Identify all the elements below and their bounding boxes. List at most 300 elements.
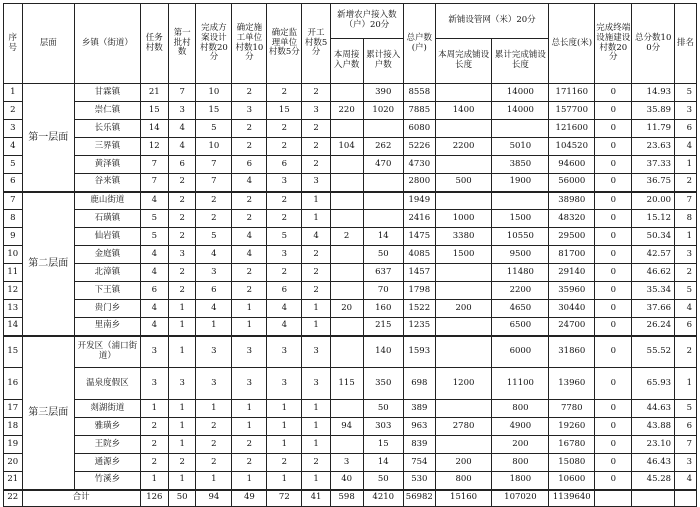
cell-construction-unit: 2	[232, 138, 267, 156]
cell-total-households: 4730	[403, 156, 435, 174]
total-total-households: 56982	[403, 490, 435, 507]
cell-total-households: 963	[403, 418, 435, 436]
header-started: 开工村数5分	[302, 4, 330, 84]
cell-tasks: 1	[140, 472, 168, 490]
cell-total-score: 65.93	[632, 368, 675, 400]
table-body	[4, 84, 697, 507]
cell-pipe-cumulative: 200	[492, 436, 549, 454]
cell-total-households: 1475	[403, 228, 435, 246]
cell-pipe-week	[435, 436, 492, 454]
cell-rank: 6	[675, 120, 697, 138]
row-seq: 4	[4, 138, 23, 156]
cell-pipe-cumulative: 800	[492, 400, 549, 418]
cell-pipe-cumulative: 1900	[492, 174, 549, 192]
row-town: 贵门乡	[75, 300, 141, 318]
cell-construction-unit: 1	[232, 472, 267, 490]
total-label: 合计	[22, 490, 140, 507]
cell-plan: 2	[196, 454, 232, 472]
table-row	[4, 300, 697, 318]
cell-new-week	[330, 264, 363, 282]
row-seq: 13	[4, 300, 23, 318]
total-rank	[675, 490, 697, 507]
cell-construction-unit: 1	[232, 400, 267, 418]
cell-terminal: 0	[595, 210, 632, 228]
cell-pipe-week	[435, 84, 492, 102]
cell-terminal: 0	[595, 400, 632, 418]
cell-plan: 5	[196, 120, 232, 138]
cell-new-week	[330, 336, 363, 368]
cell-first-batch: 2	[169, 210, 196, 228]
cell-tasks: 3	[140, 336, 168, 368]
cell-rank: 7	[675, 192, 697, 210]
cell-total-length: 7780	[549, 400, 595, 418]
cell-plan: 10	[196, 138, 232, 156]
cell-terminal: 0	[595, 300, 632, 318]
cell-terminal: 0	[595, 84, 632, 102]
cell-terminal: 0	[595, 102, 632, 120]
cell-plan: 2	[196, 418, 232, 436]
cell-pipe-cumulative: 1500	[492, 210, 549, 228]
table-row	[4, 102, 697, 120]
cell-new-cumulative: 50	[363, 246, 403, 264]
cell-pipe-week	[435, 192, 492, 210]
cell-construction-unit: 4	[232, 228, 267, 246]
cell-new-cumulative: 262	[363, 138, 403, 156]
total-total-length: 1139640	[549, 490, 595, 507]
cell-rank: 4	[675, 138, 697, 156]
cell-pipe-cumulative: 1800	[492, 472, 549, 490]
cell-new-week	[330, 318, 363, 336]
cell-rank: 1	[675, 156, 697, 174]
cell-pipe-week	[435, 282, 492, 300]
row-town: 北漳镇	[75, 264, 141, 282]
cell-new-week: 220	[330, 102, 363, 120]
cell-rank: 3	[675, 454, 697, 472]
row-seq: 18	[4, 418, 23, 436]
cell-first-batch: 2	[169, 454, 196, 472]
total-new-week: 598	[330, 490, 363, 507]
cell-started: 1	[302, 210, 330, 228]
cell-rank: 2	[675, 264, 697, 282]
cell-supervision-unit: 1	[267, 418, 302, 436]
cell-new-week	[330, 174, 363, 192]
cell-supervision-unit: 3	[267, 368, 302, 400]
cell-total-households: 8558	[403, 84, 435, 102]
cell-terminal: 0	[595, 138, 632, 156]
cell-new-cumulative: 14	[363, 454, 403, 472]
cell-started: 1	[302, 318, 330, 336]
cell-pipe-week: 1500	[435, 246, 492, 264]
cell-total-households: 2800	[403, 174, 435, 192]
cell-new-week	[330, 192, 363, 210]
cell-tasks: 21	[140, 84, 168, 102]
total-started: 41	[302, 490, 330, 507]
cell-rank: 4	[675, 300, 697, 318]
cell-construction-unit: 2	[232, 192, 267, 210]
row-town: 下王镇	[75, 282, 141, 300]
cell-total-length: 94600	[549, 156, 595, 174]
cell-total-households: 1593	[403, 336, 435, 368]
cell-total-score: 35.89	[632, 102, 675, 120]
cell-first-batch: 1	[169, 418, 196, 436]
cell-total-score: 23.63	[632, 138, 675, 156]
cell-plan: 7	[196, 174, 232, 192]
cell-pipe-cumulative: 4900	[492, 418, 549, 436]
cell-started: 1	[302, 192, 330, 210]
cell-plan: 1	[196, 318, 232, 336]
cell-tasks: 15	[140, 102, 168, 120]
cell-new-week: 94	[330, 418, 363, 436]
header-new-week: 本周接入户数	[330, 39, 363, 84]
cell-pipe-week: 1400	[435, 102, 492, 120]
cell-tasks: 3	[140, 368, 168, 400]
cell-new-week: 3	[330, 454, 363, 472]
table-row	[4, 400, 697, 418]
row-seq: 6	[4, 174, 23, 192]
cell-first-batch: 1	[169, 300, 196, 318]
cell-pipe-cumulative: 3850	[492, 156, 549, 174]
cell-started: 2	[302, 156, 330, 174]
cell-total-length: 35960	[549, 282, 595, 300]
cell-pipe-week	[435, 156, 492, 174]
cell-new-week	[330, 210, 363, 228]
cell-construction-unit: 2	[232, 282, 267, 300]
cell-new-week	[330, 156, 363, 174]
cell-new-cumulative: 15	[363, 436, 403, 454]
cell-pipe-cumulative: 14000	[492, 84, 549, 102]
row-town: 金庭镇	[75, 246, 141, 264]
row-town: 谷来镇	[75, 174, 141, 192]
cell-supervision-unit: 15	[267, 102, 302, 120]
cell-terminal: 0	[595, 472, 632, 490]
cell-tasks: 2	[140, 436, 168, 454]
cell-total-households: 389	[403, 400, 435, 418]
cell-terminal: 0	[595, 264, 632, 282]
cell-total-score: 20.00	[632, 192, 675, 210]
cell-total-length: 29140	[549, 264, 595, 282]
header-layer: 层面	[22, 4, 74, 84]
header-total-length: 总长度(米)	[549, 4, 595, 84]
cell-new-week	[330, 436, 363, 454]
cell-first-batch: 3	[169, 246, 196, 264]
cell-first-batch: 3	[169, 368, 196, 400]
cell-new-cumulative: 1020	[363, 102, 403, 120]
cell-new-week	[330, 400, 363, 418]
cell-pipe-week: 3380	[435, 228, 492, 246]
header-pipe-week: 本周完成铺设长度	[435, 39, 492, 84]
row-seq: 12	[4, 282, 23, 300]
row-seq: 1	[4, 84, 23, 102]
total-tasks: 126	[140, 490, 168, 507]
cell-terminal: 0	[595, 174, 632, 192]
cell-total-households: 530	[403, 472, 435, 490]
cell-supervision-unit: 2	[267, 210, 302, 228]
cell-pipe-cumulative: 10550	[492, 228, 549, 246]
total-seq: 22	[4, 490, 23, 507]
cell-started: 2	[302, 120, 330, 138]
row-town: 王院乡	[75, 436, 141, 454]
cell-started: 3	[302, 368, 330, 400]
cell-pipe-week: 2200	[435, 138, 492, 156]
cell-total-length: 171160	[549, 84, 595, 102]
cell-supervision-unit: 3	[267, 336, 302, 368]
cell-plan: 10	[196, 84, 232, 102]
cell-rank: 8	[675, 210, 697, 228]
header-plan: 完成方案设计村数20分	[196, 4, 232, 84]
cell-total-length: 15080	[549, 454, 595, 472]
row-town: 崇仁镇	[75, 102, 141, 120]
cell-started: 1	[302, 436, 330, 454]
cell-new-cumulative: 350	[363, 368, 403, 400]
cell-total-households: 1949	[403, 192, 435, 210]
cell-supervision-unit: 2	[267, 192, 302, 210]
cell-total-score: 44.63	[632, 400, 675, 418]
cell-tasks: 7	[140, 174, 168, 192]
total-terminal	[595, 490, 632, 507]
cell-started: 2	[302, 282, 330, 300]
cell-first-batch: 4	[169, 138, 196, 156]
cell-rank: 1	[675, 228, 697, 246]
cell-first-batch: 1	[169, 472, 196, 490]
cell-construction-unit: 2	[232, 264, 267, 282]
cell-supervision-unit: 4	[267, 318, 302, 336]
cell-terminal: 0	[595, 368, 632, 400]
cell-supervision-unit: 2	[267, 454, 302, 472]
cell-new-cumulative: 70	[363, 282, 403, 300]
header-rank: 排名	[675, 4, 697, 84]
cell-construction-unit: 3	[232, 336, 267, 368]
total-first-batch: 50	[169, 490, 196, 507]
cell-started: 3	[302, 174, 330, 192]
cell-new-cumulative: 140	[363, 336, 403, 368]
cell-plan: 3	[196, 264, 232, 282]
cell-rank: 5	[675, 400, 697, 418]
cell-pipe-week	[435, 264, 492, 282]
header-new-households: 新增农户接入数（户）20分	[330, 4, 403, 39]
cell-started: 1	[302, 418, 330, 436]
row-seq: 17	[4, 400, 23, 418]
row-seq: 5	[4, 156, 23, 174]
table-row	[4, 368, 697, 400]
table-row	[4, 436, 697, 454]
cell-new-cumulative: 390	[363, 84, 403, 102]
cell-tasks: 5	[140, 228, 168, 246]
progress-table	[3, 3, 697, 507]
cell-total-households: 698	[403, 368, 435, 400]
cell-supervision-unit: 2	[267, 120, 302, 138]
cell-rank: 6	[675, 418, 697, 436]
cell-terminal: 0	[595, 418, 632, 436]
cell-started: 3	[302, 336, 330, 368]
cell-pipe-cumulative: 800	[492, 454, 549, 472]
cell-tasks: 2	[140, 454, 168, 472]
cell-tasks: 4	[140, 192, 168, 210]
cell-total-length: 81700	[549, 246, 595, 264]
table-row	[4, 454, 697, 472]
table-row	[4, 282, 697, 300]
cell-started: 1	[302, 400, 330, 418]
total-total-score	[632, 490, 675, 507]
cell-total-score: 46.43	[632, 454, 675, 472]
total-plan: 94	[196, 490, 232, 507]
cell-first-batch: 6	[169, 156, 196, 174]
row-town: 甘霖镇	[75, 84, 141, 102]
cell-terminal: 0	[595, 454, 632, 472]
row-seq: 2	[4, 102, 23, 120]
row-seq: 15	[4, 336, 23, 368]
cell-rank: 6	[675, 318, 697, 336]
cell-construction-unit: 4	[232, 174, 267, 192]
cell-started: 3	[302, 102, 330, 120]
cell-terminal: 0	[595, 192, 632, 210]
cell-first-batch: 2	[169, 228, 196, 246]
row-town: 里南乡	[75, 318, 141, 336]
cell-total-score: 15.12	[632, 210, 675, 228]
header-pipe: 新铺设管网（米）20分	[435, 4, 549, 39]
cell-supervision-unit: 4	[267, 300, 302, 318]
cell-total-households: 1798	[403, 282, 435, 300]
cell-total-score: 50.34	[632, 228, 675, 246]
cell-terminal: 0	[595, 336, 632, 368]
cell-tasks: 6	[140, 282, 168, 300]
header-terminal: 完成终端设施建设村数20分	[595, 4, 632, 84]
cell-construction-unit: 1	[232, 300, 267, 318]
cell-rank: 5	[675, 282, 697, 300]
header-total-households: 总户数(户)	[403, 4, 435, 84]
cell-total-households: 754	[403, 454, 435, 472]
cell-first-batch: 2	[169, 174, 196, 192]
cell-plan: 2	[196, 436, 232, 454]
cell-terminal: 0	[595, 436, 632, 454]
cell-pipe-week	[435, 336, 492, 368]
header-new-cumulative: 累计接入户数	[363, 39, 403, 84]
cell-construction-unit: 2	[232, 84, 267, 102]
table-row	[4, 246, 697, 264]
total-construction-unit: 49	[232, 490, 267, 507]
cell-new-cumulative: 303	[363, 418, 403, 436]
table-header	[4, 4, 697, 84]
row-seq: 20	[4, 454, 23, 472]
cell-pipe-week: 200	[435, 454, 492, 472]
header-town: 乡镇（街道）	[75, 4, 141, 84]
table-row	[4, 264, 697, 282]
cell-first-batch: 7	[169, 84, 196, 102]
cell-pipe-week: 200	[435, 300, 492, 318]
cell-new-week	[330, 84, 363, 102]
cell-total-length: 30440	[549, 300, 595, 318]
cell-rank: 4	[675, 472, 697, 490]
cell-new-week: 104	[330, 138, 363, 156]
cell-new-cumulative: 637	[363, 264, 403, 282]
cell-total-length: 31860	[549, 336, 595, 368]
cell-total-length: 29500	[549, 228, 595, 246]
cell-new-cumulative: 50	[363, 400, 403, 418]
cell-total-score: 14.93	[632, 84, 675, 102]
row-seq: 21	[4, 472, 23, 490]
cell-construction-unit: 2	[232, 210, 267, 228]
row-town: 仙岩镇	[75, 228, 141, 246]
cell-terminal: 0	[595, 156, 632, 174]
cell-total-length: 19260	[549, 418, 595, 436]
cell-first-batch: 2	[169, 192, 196, 210]
cell-total-households: 1235	[403, 318, 435, 336]
row-town: 黄泽镇	[75, 156, 141, 174]
cell-supervision-unit: 2	[267, 264, 302, 282]
table-row	[4, 318, 697, 336]
cell-supervision-unit: 2	[267, 84, 302, 102]
cell-terminal: 0	[595, 246, 632, 264]
row-town: 竹溪乡	[75, 472, 141, 490]
cell-construction-unit: 1	[232, 318, 267, 336]
cell-pipe-week: 2780	[435, 418, 492, 436]
cell-new-cumulative: 160	[363, 300, 403, 318]
cell-construction-unit: 3	[232, 368, 267, 400]
cell-total-households: 6080	[403, 120, 435, 138]
cell-total-score: 26.24	[632, 318, 675, 336]
cell-started: 2	[302, 264, 330, 282]
cell-total-length: 16780	[549, 436, 595, 454]
cell-supervision-unit: 1	[267, 400, 302, 418]
cell-tasks: 4	[140, 300, 168, 318]
cell-pipe-week	[435, 318, 492, 336]
cell-rank: 3	[675, 246, 697, 264]
cell-total-length: 56000	[549, 174, 595, 192]
cell-total-households: 2416	[403, 210, 435, 228]
header-total-score: 总分数100分	[632, 4, 675, 84]
cell-pipe-cumulative: 9500	[492, 246, 549, 264]
row-seq: 7	[4, 192, 23, 210]
total-pipe-week: 15160	[435, 490, 492, 507]
cell-total-length: 24700	[549, 318, 595, 336]
cell-started: 2	[302, 84, 330, 102]
cell-supervision-unit: 3	[267, 246, 302, 264]
cell-tasks: 1	[140, 400, 168, 418]
header-seq: 序号	[4, 4, 23, 84]
row-seq: 10	[4, 246, 23, 264]
header-tasks: 任务村数	[140, 4, 168, 84]
cell-supervision-unit: 2	[267, 138, 302, 156]
cell-first-batch: 1	[169, 318, 196, 336]
row-seq: 14	[4, 318, 23, 336]
header-supervision-unit: 确定监理单位村数5分	[267, 4, 302, 84]
cell-new-cumulative	[363, 192, 403, 210]
cell-plan: 2	[196, 210, 232, 228]
header-construction-unit: 确定施工单位村数10分	[232, 4, 267, 84]
cell-total-length: 157700	[549, 102, 595, 120]
cell-construction-unit: 2	[232, 454, 267, 472]
header-first-batch: 第一批村数	[169, 4, 196, 84]
cell-total-score: 43.88	[632, 418, 675, 436]
cell-rank: 2	[675, 174, 697, 192]
cell-total-length: 104520	[549, 138, 595, 156]
cell-tasks: 14	[140, 120, 168, 138]
row-seq: 9	[4, 228, 23, 246]
cell-total-households: 839	[403, 436, 435, 454]
cell-new-week	[330, 120, 363, 138]
cell-new-cumulative	[363, 120, 403, 138]
total-supervision-unit: 72	[267, 490, 302, 507]
cell-supervision-unit: 3	[267, 174, 302, 192]
cell-total-score: 37.66	[632, 300, 675, 318]
cell-started: 4	[302, 228, 330, 246]
cell-pipe-cumulative: 2200	[492, 282, 549, 300]
row-seq: 11	[4, 264, 23, 282]
cell-first-batch: 4	[169, 120, 196, 138]
cell-new-week	[330, 282, 363, 300]
cell-total-households: 4085	[403, 246, 435, 264]
cell-total-households: 7885	[403, 102, 435, 120]
cell-rank: 2	[675, 336, 697, 368]
